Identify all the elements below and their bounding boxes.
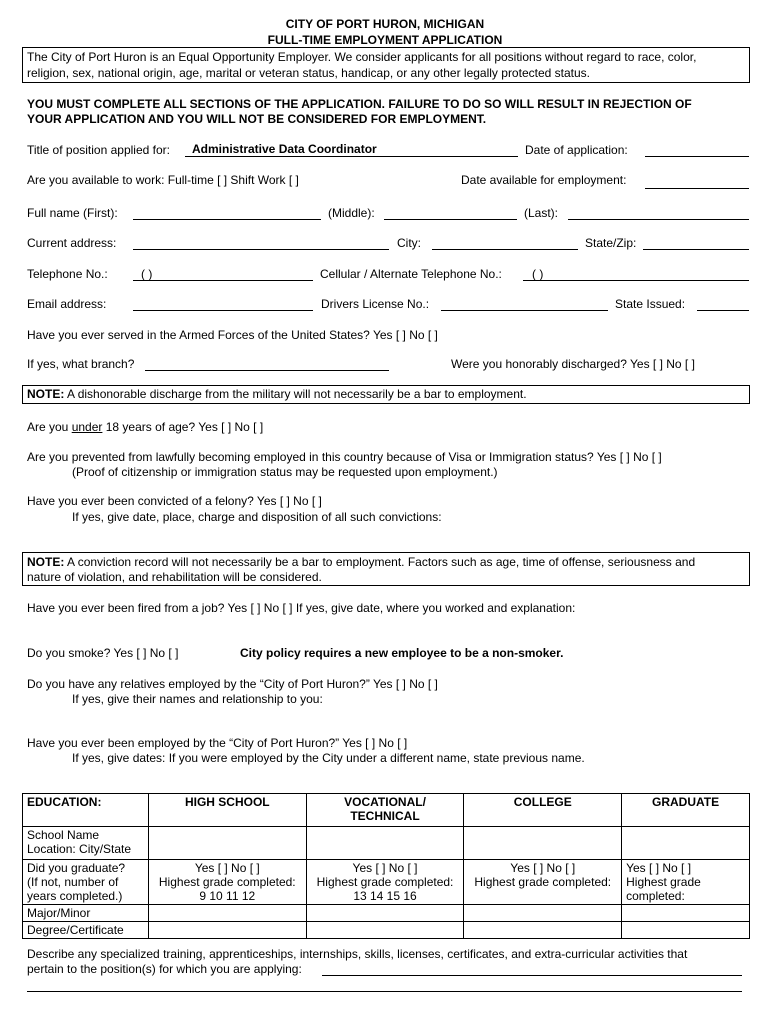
graduate-question-label: Did you graduate? (If not, number of years completed.) (23, 860, 149, 905)
relatives-instruction: If yes, give their names and relationship to you: (72, 692, 323, 706)
cellular-area-code: ( ) (532, 267, 544, 281)
email-label: Email address: (27, 297, 107, 311)
graduate-major-cell[interactable] (622, 905, 750, 922)
position-value: Administrative Data Coordinator (192, 142, 377, 156)
branch-label: If yes, what branch? (27, 357, 135, 371)
smoke-policy: City policy requires a new employee to be a non-smoker. (240, 646, 564, 660)
state-issued-field[interactable] (697, 310, 749, 311)
employed-instruction: If yes, give dates: If you were employed by the City under a different name, state previous name. (72, 751, 585, 765)
email-field[interactable] (133, 310, 313, 311)
last-name-label: (Last): (524, 206, 559, 220)
school-name-label: School Name Location: City/State (23, 827, 149, 860)
note-discharge (27, 387, 527, 401)
first-name-label: Full name (First): (27, 206, 118, 220)
date-available-field[interactable] (645, 188, 749, 189)
note-discharge-label: NOTE: (27, 387, 65, 401)
table-row (23, 905, 750, 922)
high-school-major-cell[interactable] (148, 905, 306, 922)
graduate-header: GRADUATE (622, 794, 750, 827)
education-header: EDUCATION: (23, 794, 149, 827)
vocational-grad-cell[interactable]: Yes [ ] No [ ] Highest grade completed: 13 14 15 16 (306, 860, 464, 905)
drivers-license-label: Drivers License No.: (321, 297, 430, 311)
college-grad-cell[interactable]: Yes [ ] No [ ] Highest grade completed: (464, 860, 622, 905)
cellular-field[interactable] (523, 280, 749, 281)
telephone-area-code: ( ) (141, 267, 153, 281)
address-field[interactable] (133, 249, 389, 250)
telephone-field[interactable] (133, 280, 313, 281)
position-label: Title of position applied for: (27, 143, 170, 157)
city-field[interactable] (432, 249, 578, 250)
drivers-license-field[interactable] (441, 310, 608, 311)
graduate-degree-cell[interactable] (622, 922, 750, 939)
position-field[interactable] (185, 156, 518, 157)
felony-instruction: If yes, give date, place, charge and disposition of all such convictions: (72, 510, 442, 524)
high-school-degree-cell[interactable] (148, 922, 306, 939)
note-discharge-text: A dishonorable discharge from the military will not necessarily be a bar to employment. (64, 387, 527, 401)
training-question-line2: pertain to the position(s) for which you are applying: (27, 962, 302, 976)
branch-field[interactable] (145, 370, 389, 371)
state-issued-label: State Issued: (615, 297, 686, 311)
vocational-degree-cell[interactable] (306, 922, 464, 939)
vocational-header: VOCATIONAL/ TECHNICAL (306, 794, 464, 827)
note-conviction-line2: nature of violation, and rehabilitation will be considered. (27, 570, 322, 584)
relatives-question: Do you have any relatives employed by the “City of Port Huron?” Yes [ ] No [ ] (27, 677, 438, 691)
high-school-name-cell[interactable] (148, 827, 306, 860)
education-header-row (23, 794, 750, 827)
vocational-major-cell[interactable] (306, 905, 464, 922)
under-18-question (27, 420, 263, 434)
major-minor-label: Major/Minor (23, 905, 149, 922)
middle-name-label: (Middle): (328, 206, 375, 220)
college-name-cell[interactable] (464, 827, 622, 860)
note-conviction-label: NOTE: (27, 555, 65, 569)
cellular-label: Cellular / Alternate Telephone No.: (320, 267, 502, 281)
note-conviction-line1 (27, 555, 695, 569)
under-18-underlined: under (71, 420, 103, 434)
date-application-label: Date of application: (525, 143, 628, 157)
address-label: Current address: (27, 236, 117, 250)
eeo-text-line2: religion, sex, national origin, age, marital or veteran status, handicap, or any other legally protected status. (27, 66, 590, 80)
under-18-post: 18 years of age? Yes [ ] No [ ] (102, 420, 264, 434)
graduate-name-cell[interactable] (622, 827, 750, 860)
felony-question: Have you ever been convicted of a felony? Yes [ ] No [ ] (27, 494, 322, 508)
training-question-line1: Describe any specialized training, apprenticeships, internships, skills, licenses, certificates, and extra-curricular activities that (27, 947, 688, 961)
eeo-text-line1: The City of Port Huron is an Equal Opportunity Employer. We consider applicants for all positions without regard to race, color, (27, 50, 697, 64)
college-header: COLLEGE (464, 794, 622, 827)
degree-certificate-label: Degree/Certificate (23, 922, 149, 939)
warning-line1: YOU MUST COMPLETE ALL SECTIONS OF THE APPLICATION. FAILURE TO DO SO WILL RESULT IN REJECTION OF (27, 97, 692, 111)
state-zip-label: State/Zip: (585, 236, 637, 250)
first-name-field[interactable] (133, 219, 321, 220)
vocational-name-cell[interactable] (306, 827, 464, 860)
fired-question: Have you ever been fired from a job? Yes [ ] No [ ] If yes, give date, where you worked and explanation: (27, 601, 576, 615)
city-label: City: (397, 236, 421, 250)
last-name-field[interactable] (568, 219, 749, 220)
warning-line2: YOUR APPLICATION AND YOU WILL NOT BE CONSIDERED FOR EMPLOYMENT. (27, 112, 487, 126)
under-18-pre: Are you (27, 420, 72, 434)
table-row (23, 922, 750, 939)
graduate-grad-cell[interactable]: Yes [ ] No [ ] Highest grade completed: (622, 860, 750, 905)
high-school-grad-cell[interactable]: Yes [ ] No [ ] Highest grade completed: 9 10 11 12 (148, 860, 306, 905)
middle-name-field[interactable] (384, 219, 517, 220)
visa-note: (Proof of citizenship or immigration status may be requested upon employment.) (72, 465, 498, 479)
visa-question: Are you prevented from lawfully becoming employed in this country because of Visa or Immigration status? Yes [ ] No [ ] (27, 450, 662, 464)
telephone-label: Telephone No.: (27, 267, 108, 281)
training-field-line2[interactable] (27, 991, 742, 992)
state-zip-field[interactable] (643, 249, 749, 250)
training-field-line1[interactable] (322, 975, 742, 976)
form-title-city: CITY OF PORT HURON, MICHIGAN (285, 17, 485, 31)
education-table (22, 793, 750, 939)
table-row (23, 860, 750, 905)
table-row (23, 827, 750, 860)
armed-forces-question: Have you ever served in the Armed Forces of the United States? Yes [ ] No [ ] (27, 328, 438, 342)
form-title: FULL-TIME EMPLOYMENT APPLICATION (267, 33, 503, 47)
note-conviction-text: A conviction record will not necessarily be a bar to employment. Factors such as age, time of offense, seriousness and (64, 555, 696, 569)
availability-label: Are you available to work: Full-time [ ] Shift Work [ ] (27, 173, 299, 187)
high-school-header: HIGH SCHOOL (148, 794, 306, 827)
discharge-question: Were you honorably discharged? Yes [ ] No [ ] (451, 357, 695, 371)
employed-question: Have you ever been employed by the “City of Port Huron?” Yes [ ] No [ ] (27, 736, 408, 750)
college-degree-cell[interactable] (464, 922, 622, 939)
college-major-cell[interactable] (464, 905, 622, 922)
date-application-field[interactable] (645, 156, 749, 157)
date-available-label: Date available for employment: (461, 173, 627, 187)
smoke-question: Do you smoke? Yes [ ] No [ ] (27, 646, 179, 660)
